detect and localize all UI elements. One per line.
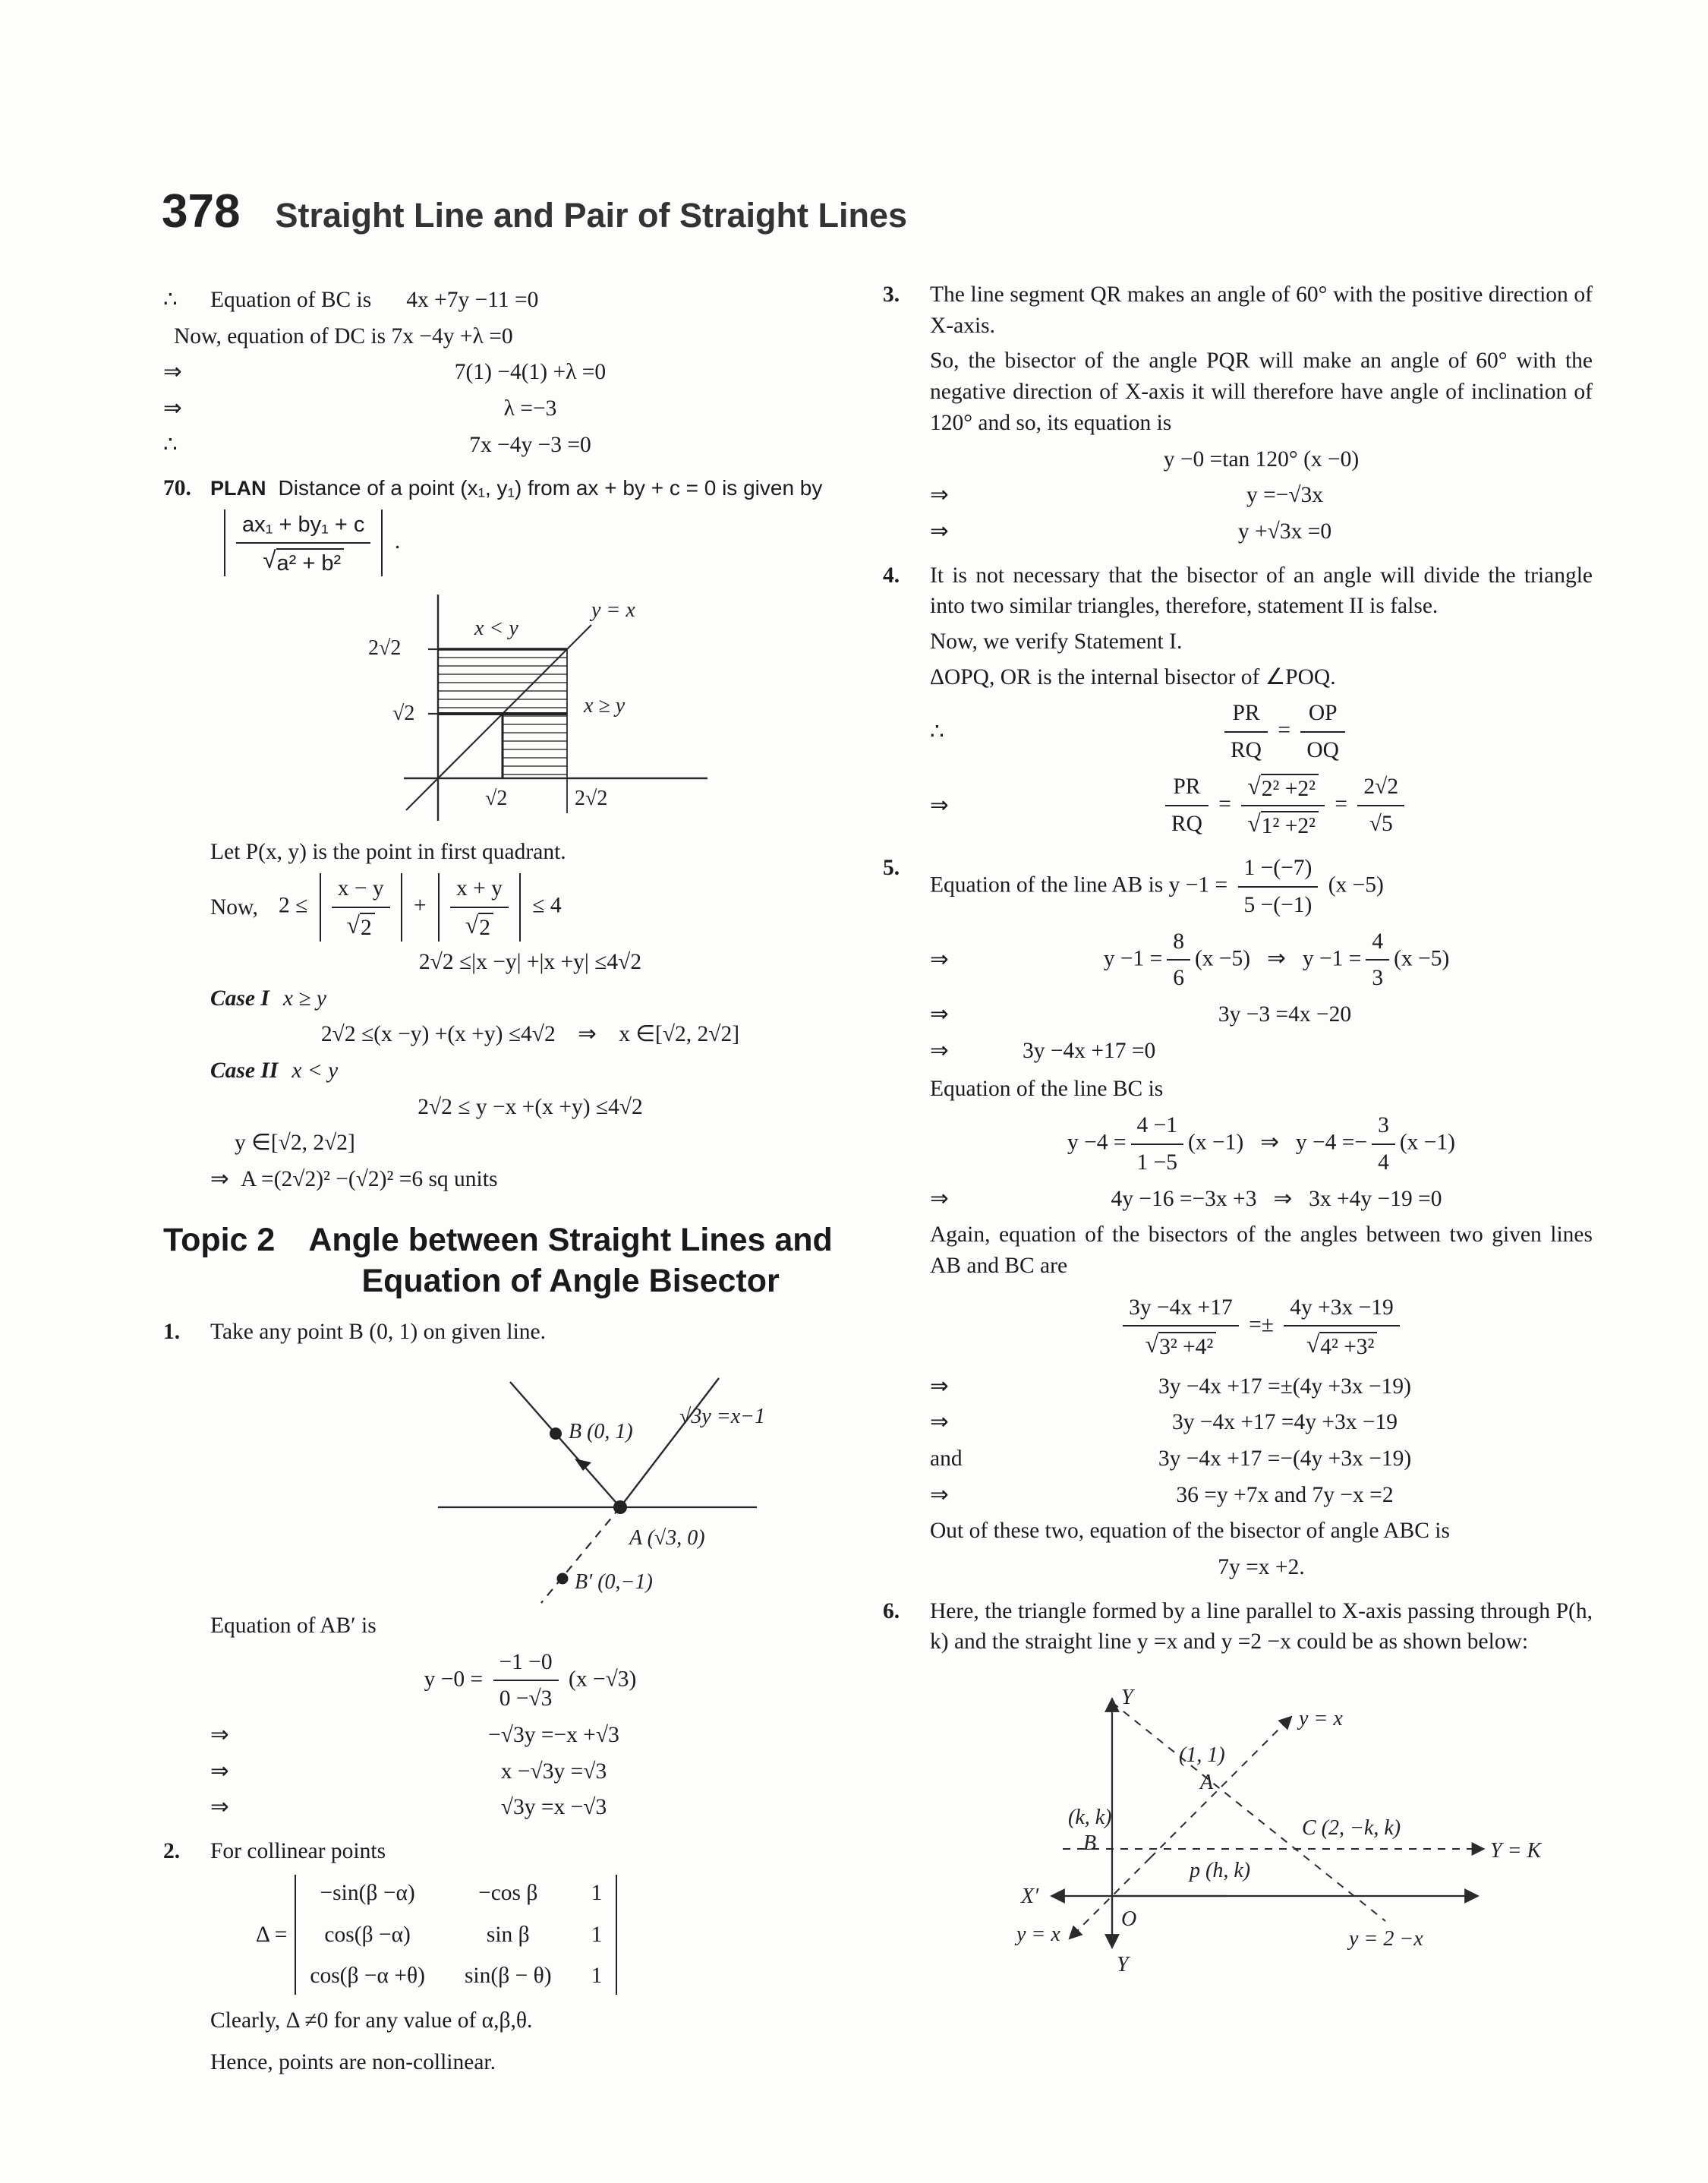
fraction-numerator: −1 −0	[493, 1647, 559, 1682]
sqrt-sign: √	[346, 911, 361, 939]
left-column	[163, 279, 850, 2090]
y-tick-2root2: 2√2	[368, 636, 402, 661]
fraction-numerator: 4	[1366, 926, 1389, 961]
x-tick-2root2: 2√2	[575, 787, 608, 811]
post: (x −√3)	[569, 1667, 637, 1692]
inequality-body	[210, 1019, 850, 1050]
equation-line	[210, 1647, 850, 1715]
implies-symbol: ⇒	[930, 519, 949, 544]
fraction-numerator: 2√2	[1357, 771, 1404, 806]
fraction-denominator	[332, 908, 390, 942]
result: x ∈[√2, 2√2]	[619, 1022, 740, 1047]
solution-item-4	[883, 560, 1593, 846]
fraction-numerator: PR	[1224, 698, 1268, 733]
pre: y −1 =	[1302, 946, 1362, 971]
mid: (x −5)	[1194, 946, 1251, 971]
det-cell: −cos β	[478, 1880, 538, 1905]
fraction-denominator	[450, 908, 509, 942]
line-label-y-equals-x-bottom: y = x	[1016, 1923, 1060, 1947]
equation: A =(2√2)² −(√2)² =6 sq units	[241, 1167, 498, 1192]
implies-symbol: ⇒	[930, 1410, 949, 1435]
implies-symbol: ⇒	[1273, 1186, 1293, 1211]
equation-body	[960, 926, 1593, 994]
and-label: and	[930, 1446, 963, 1471]
fraction-numerator: x + y	[450, 873, 509, 908]
inequality-line	[210, 947, 850, 978]
implies-symbol: ⇒	[578, 1022, 597, 1047]
equation-line	[163, 285, 850, 316]
inequality-line	[210, 873, 850, 942]
det-cell: cos(β −α +θ)	[310, 1964, 425, 1989]
case-label: Case I	[210, 986, 269, 1011]
case-label: Case II	[210, 1058, 279, 1083]
det-cell: 1	[591, 1964, 603, 1989]
x-tick-root2: √2	[485, 787, 508, 811]
case-condition: x < y	[291, 1058, 339, 1083]
solution-item-6	[883, 1596, 1593, 1977]
implies-symbol: ⇒	[1260, 1130, 1279, 1155]
statement: The line segment QR makes an angle of 60° with the positive direction of X-axis.	[930, 282, 1593, 338]
det-cell: −sin(β −α)	[320, 1880, 415, 1905]
radicand: a² + b²	[276, 548, 345, 576]
fraction-numerator: PR	[1165, 771, 1209, 806]
case-heading	[210, 1055, 850, 1087]
statement: ΔOPQ, OR is the internal bisector of ∠POQ.	[930, 664, 1336, 689]
implies-symbol: ⇒	[930, 1038, 949, 1063]
abs-bar	[519, 873, 521, 942]
point-label-k-k: (k, k)	[1068, 1806, 1112, 1830]
abs-bar	[438, 873, 440, 942]
region-label-x-less-y: x < y	[474, 617, 518, 641]
topic-heading	[163, 1220, 850, 1302]
implies-symbol: ⇒	[930, 483, 949, 508]
post: (x −5)	[1394, 946, 1450, 971]
det-cell: 1	[591, 1922, 603, 1947]
equation-line	[930, 999, 1593, 1030]
period: .	[394, 529, 401, 554]
fraction-numerator: x − y	[332, 873, 390, 908]
radicand: 3² +4²	[1158, 1332, 1216, 1361]
radicand: 4² +3²	[1319, 1332, 1377, 1361]
point-label-b: B (0, 1)	[569, 1419, 633, 1443]
det-cell: sin β	[486, 1922, 530, 1947]
inequality-line	[210, 1019, 850, 1050]
fraction-numerator: 1 −(−7)	[1238, 853, 1319, 888]
fraction-numerator: 4y +3x −19	[1284, 1292, 1400, 1327]
item-number: 1.	[163, 1320, 181, 1345]
axis-label-x-prime: X′	[1021, 1885, 1039, 1909]
origin-label: O	[1121, 1907, 1137, 1932]
pre: y −1 =	[1103, 946, 1163, 971]
equals: =	[1218, 791, 1231, 816]
implies-symbol: ⇒	[1267, 946, 1286, 971]
equation: 7x −4y −3 =0	[469, 432, 591, 457]
inequality: 2√2 ≤(x −y) +(x +y) ≤4√2	[320, 1022, 556, 1047]
equation-line	[930, 1443, 1593, 1475]
plan-badge: PLAN	[210, 476, 266, 500]
equation-line	[210, 1792, 850, 1823]
equation-line	[930, 1480, 1593, 1511]
equation-line	[210, 1756, 850, 1787]
sub-heading: Equation of AB′ is	[210, 1613, 377, 1638]
sub-heading: Equation of the line BC is	[930, 1077, 1164, 1102]
pre: 2 ≤	[279, 893, 308, 918]
fraction-denominator: 1 −5	[1136, 1150, 1178, 1175]
inequality-line	[210, 1092, 850, 1123]
implies-symbol: ⇒	[930, 1374, 949, 1399]
plan-line	[210, 473, 850, 504]
statement: Here, the triangle formed by a line parallel to X-axis passing through P(h, k) and the straight line y =x and y =2 −x could be as shown below:	[930, 1598, 1593, 1655]
inequality: 2√2 ≤ y −x +(x +y) ≤4√2	[418, 1094, 643, 1119]
equals: =	[1335, 791, 1347, 816]
item-number: 70.	[163, 475, 191, 500]
post: ≤ 4	[532, 893, 562, 918]
fraction-denominator: 4	[1378, 1150, 1389, 1175]
equation-line	[210, 1164, 850, 1195]
topic-title	[308, 1220, 832, 1302]
case-heading	[210, 983, 850, 1014]
solution-item-2	[163, 1836, 850, 2082]
therefore-symbol: ∴	[930, 719, 944, 744]
topic-title-line1: Angle between Straight Lines and	[308, 1221, 833, 1258]
abs-bar	[401, 873, 402, 942]
equation: y +√3x =0	[1237, 519, 1332, 544]
det-cell: sin(β − θ)	[464, 1964, 552, 1989]
equation-body	[960, 1184, 1593, 1215]
equation-body	[210, 1647, 850, 1715]
therefore-symbol: ∴	[163, 432, 178, 457]
sqrt-sign: √	[1247, 773, 1261, 800]
equation: 36 =y +7x and 7y −x =2	[1176, 1482, 1394, 1507]
radicand: 2² +2²	[1261, 774, 1319, 803]
fraction-denominator: 0 −√3	[499, 1686, 553, 1711]
solution-continuation	[163, 285, 850, 461]
determinant-lhs: Δ =	[256, 1922, 288, 1947]
fraction-denominator: RQ	[1171, 812, 1202, 837]
equation-line	[930, 480, 1593, 511]
point-label-1-1: (1, 1)	[1179, 1743, 1225, 1768]
implies-symbol: ⇒	[210, 1167, 229, 1192]
statement: So, the bisector of the angle PQR will make an angle of 60° with the negative direction of X-axis it will therefore have angle of inclination of 120° and so, its equation is	[930, 349, 1593, 435]
statement: For collinear points	[210, 1839, 386, 1864]
fraction-denominator	[236, 544, 370, 576]
axis-label-y-bottom: Y	[1117, 1953, 1129, 1977]
item-number: 5.	[883, 856, 900, 881]
fraction-numerator: 3	[1372, 1110, 1395, 1145]
point-label-c: C (2, −k, k)	[1302, 1816, 1401, 1841]
implies-symbol: ⇒	[930, 1002, 949, 1027]
fraction-denominator: OQ	[1306, 738, 1339, 763]
determinant-row	[210, 1875, 850, 1995]
sqrt-sign: √	[1306, 1330, 1320, 1358]
mid: (x −1)	[1188, 1130, 1244, 1155]
statement: It is not necessary that the bisector of an angle will divide the triangle into two similar triangles, therefore, statement II is false.	[930, 563, 1593, 619]
equation: 3y −3 =4x −20	[1218, 1002, 1352, 1027]
equation: y −0 =tan 120° (x −0)	[1163, 446, 1360, 472]
equation-line	[930, 1407, 1593, 1438]
inequality-body	[279, 873, 850, 942]
ratio-line	[930, 771, 1593, 840]
point-label-b: B	[1083, 1831, 1097, 1856]
equation-line	[930, 1371, 1593, 1402]
right-column	[883, 279, 1593, 1980]
post: (x −5)	[1328, 872, 1384, 897]
statement: Now, we verify Statement I.	[930, 629, 1183, 655]
y-tick-root2: √2	[392, 702, 415, 726]
equation-body	[930, 1292, 1593, 1361]
line-label-y-equals-2-minus-x: y = 2 −x	[1349, 1927, 1423, 1951]
axis-label-y-top: Y	[1121, 1686, 1133, 1710]
implies-symbol: ⇒	[930, 793, 949, 818]
plus: +	[413, 893, 427, 918]
equation-line	[163, 357, 850, 388]
sqrt-sign: √	[263, 546, 276, 573]
equals: =	[1278, 718, 1290, 743]
equation: 4y −16 =−3x +3	[1111, 1186, 1257, 1211]
item-number: 3.	[883, 282, 900, 307]
implies-symbol: ⇒	[930, 1186, 949, 1211]
topic-label: Topic 2	[163, 1221, 276, 1258]
equation-line	[930, 1110, 1593, 1178]
page-header	[162, 185, 908, 238]
determinant-bar	[616, 1875, 617, 1995]
abs-bar	[381, 509, 383, 576]
fraction-denominator: √5	[1369, 812, 1393, 837]
plan-text: Distance of a point (x₁, y₁) from ax + by + c = 0 is given by	[278, 475, 823, 500]
det-cell: cos(β −α)	[324, 1922, 411, 1947]
det-cell: 1	[591, 1880, 603, 1905]
inequality: 2√2 ≤|x −y| +|x +y| ≤4√2	[418, 949, 642, 974]
equation: λ =−3	[503, 396, 557, 421]
equation: 7y =x +2.	[1218, 1555, 1305, 1580]
fraction-denominator: 5 −(−1)	[1243, 892, 1313, 917]
statement: Hence, points are non-collinear.	[210, 2049, 496, 2074]
ratio-body	[977, 771, 1593, 840]
line-label-root3y: √3y =x−1	[679, 1404, 766, 1428]
equation-text: Now, equation of DC is 7x −4y +λ =0	[174, 323, 513, 349]
page-number: 378	[162, 185, 241, 238]
topic-title-line2: Equation of Angle Bisector	[361, 1262, 780, 1299]
therefore-symbol: ∴	[163, 288, 178, 312]
point-label-b-prime: B′ (0,−1)	[575, 1569, 653, 1594]
equation-text: Equation of BC is	[210, 288, 372, 312]
implies-symbol: ⇒	[210, 1723, 229, 1748]
fraction-numerator: 3y −4x +17	[1123, 1292, 1239, 1327]
equation-line	[163, 393, 850, 424]
statement: Out of these two, equation of the bisector of angle ABC is	[930, 1519, 1450, 1544]
fraction-denominator	[1241, 806, 1325, 840]
equation-body	[210, 285, 850, 316]
line-label-y-equals-k: Y = K	[1490, 1839, 1542, 1863]
equation-line	[163, 430, 850, 461]
equation-intro	[930, 853, 1593, 920]
post: (x −1)	[1399, 1130, 1456, 1155]
abs-bar	[224, 509, 225, 576]
fraction-denominator: RQ	[1231, 738, 1262, 763]
implies-symbol: ⇒	[163, 360, 182, 385]
item-number: 2.	[163, 1839, 181, 1864]
fraction-numerator: OP	[1300, 698, 1345, 733]
fraction-denominator: 3	[1372, 966, 1384, 991]
equation: 3y −4x +17 =0	[1023, 1038, 1156, 1063]
equation-line	[930, 444, 1593, 475]
equation: √3y =x −√3	[500, 1795, 607, 1820]
equation-body	[930, 1110, 1593, 1178]
fraction-numerator: 4 −1	[1131, 1110, 1184, 1145]
implies-symbol: ⇒	[930, 1482, 949, 1507]
sqrt-sign: √	[465, 911, 479, 939]
statement: Take any point B (0, 1) on given line.	[210, 1320, 546, 1345]
distance-formula	[218, 509, 850, 576]
sqrt-sign: √	[1145, 1330, 1159, 1358]
figure-bisector-lines	[392, 1355, 863, 1606]
solution-item-70	[163, 473, 850, 1200]
figure-triangle-diagram	[998, 1668, 1590, 1977]
chapter-title: Straight Line and Pair of Straight Lines	[275, 196, 908, 235]
statement: Clearly, Δ ≠0 for any value of α,β,θ.	[210, 2008, 533, 2033]
equation: 3y −4x +17 =±(4y +3x −19)	[1158, 1374, 1411, 1399]
solution-item-3	[883, 279, 1593, 553]
equation-line	[930, 1184, 1593, 1215]
equation-line	[930, 516, 1593, 547]
case-condition: x ≥ y	[282, 986, 326, 1011]
figure-distance-region	[324, 587, 810, 826]
equation-line	[210, 1720, 850, 1751]
equation: 3x +4y −19 =0	[1309, 1186, 1442, 1211]
equation: x −√3y =√3	[500, 1759, 607, 1784]
ratio-line	[930, 698, 1593, 765]
equation-line	[930, 1552, 1593, 1583]
equation: −√3y =−x +√3	[488, 1723, 619, 1748]
determinant	[295, 1875, 617, 1995]
equation: 4x +7y −11 =0	[406, 288, 539, 312]
pre: Equation of the line AB is y −1 =	[930, 872, 1228, 897]
implies-symbol: ⇒	[163, 396, 182, 421]
now-label: Now,	[210, 894, 258, 920]
point-label-a: A (√3, 0)	[629, 1525, 705, 1550]
equation: 3y −4x +17 =4y +3x −19	[1171, 1410, 1398, 1435]
equation: 3y −4x +17 =−(4y +3x −19)	[1158, 1446, 1412, 1471]
fraction-denominator: 6	[1173, 966, 1184, 991]
implies-symbol: ⇒	[930, 947, 949, 972]
statement: Again, equation of the bisectors of the angles between two given lines AB and BC are	[930, 1222, 1593, 1278]
point-label-a: A	[1200, 1771, 1214, 1795]
fraction-denominator	[1123, 1327, 1239, 1360]
ratio-body	[977, 698, 1593, 765]
fraction-numerator	[1241, 771, 1325, 806]
region-label-x-ge-y: x ≥ y	[584, 694, 626, 718]
equals-pm: =±	[1249, 1312, 1274, 1337]
equation: y =−√3x	[1246, 483, 1324, 508]
radicand: 1² +2²	[1261, 811, 1319, 840]
pre: y −4 =−	[1295, 1130, 1368, 1155]
equation: 7(1) −4(1) +λ =0	[454, 360, 607, 385]
result-line	[210, 1128, 850, 1159]
equation-line	[930, 926, 1593, 994]
fraction-numerator: ax₁ + by₁ + c	[236, 509, 370, 544]
line-label-y-equals-x: y = x	[591, 598, 635, 623]
bisector-equation	[930, 1292, 1593, 1361]
radicand: 2	[360, 913, 375, 942]
pre: y −0 =	[424, 1667, 484, 1692]
implies-symbol: ⇒	[210, 1795, 229, 1820]
pre: y −4 =	[1067, 1130, 1127, 1155]
fraction-denominator	[1284, 1327, 1400, 1360]
radicand: 2	[478, 913, 493, 942]
line-label-y-equals-x-top: y = x	[1299, 1707, 1343, 1731]
point-label-p: p (h, k)	[1190, 1859, 1251, 1883]
statement: Let P(x, y) is the point in first quadrant.	[210, 840, 566, 865]
item-number: 6.	[883, 1598, 900, 1623]
fraction-numerator: 8	[1167, 926, 1190, 961]
implies-symbol: ⇒	[210, 1759, 229, 1784]
item-number: 4.	[883, 563, 900, 588]
result: y ∈[√2, 2√2]	[235, 1131, 355, 1156]
sqrt-sign: √	[1247, 810, 1261, 838]
solution-item-1	[163, 1317, 850, 1828]
abs-bar	[320, 873, 321, 942]
equation-line	[930, 1036, 1593, 1067]
solution-item-5	[883, 853, 1593, 1588]
